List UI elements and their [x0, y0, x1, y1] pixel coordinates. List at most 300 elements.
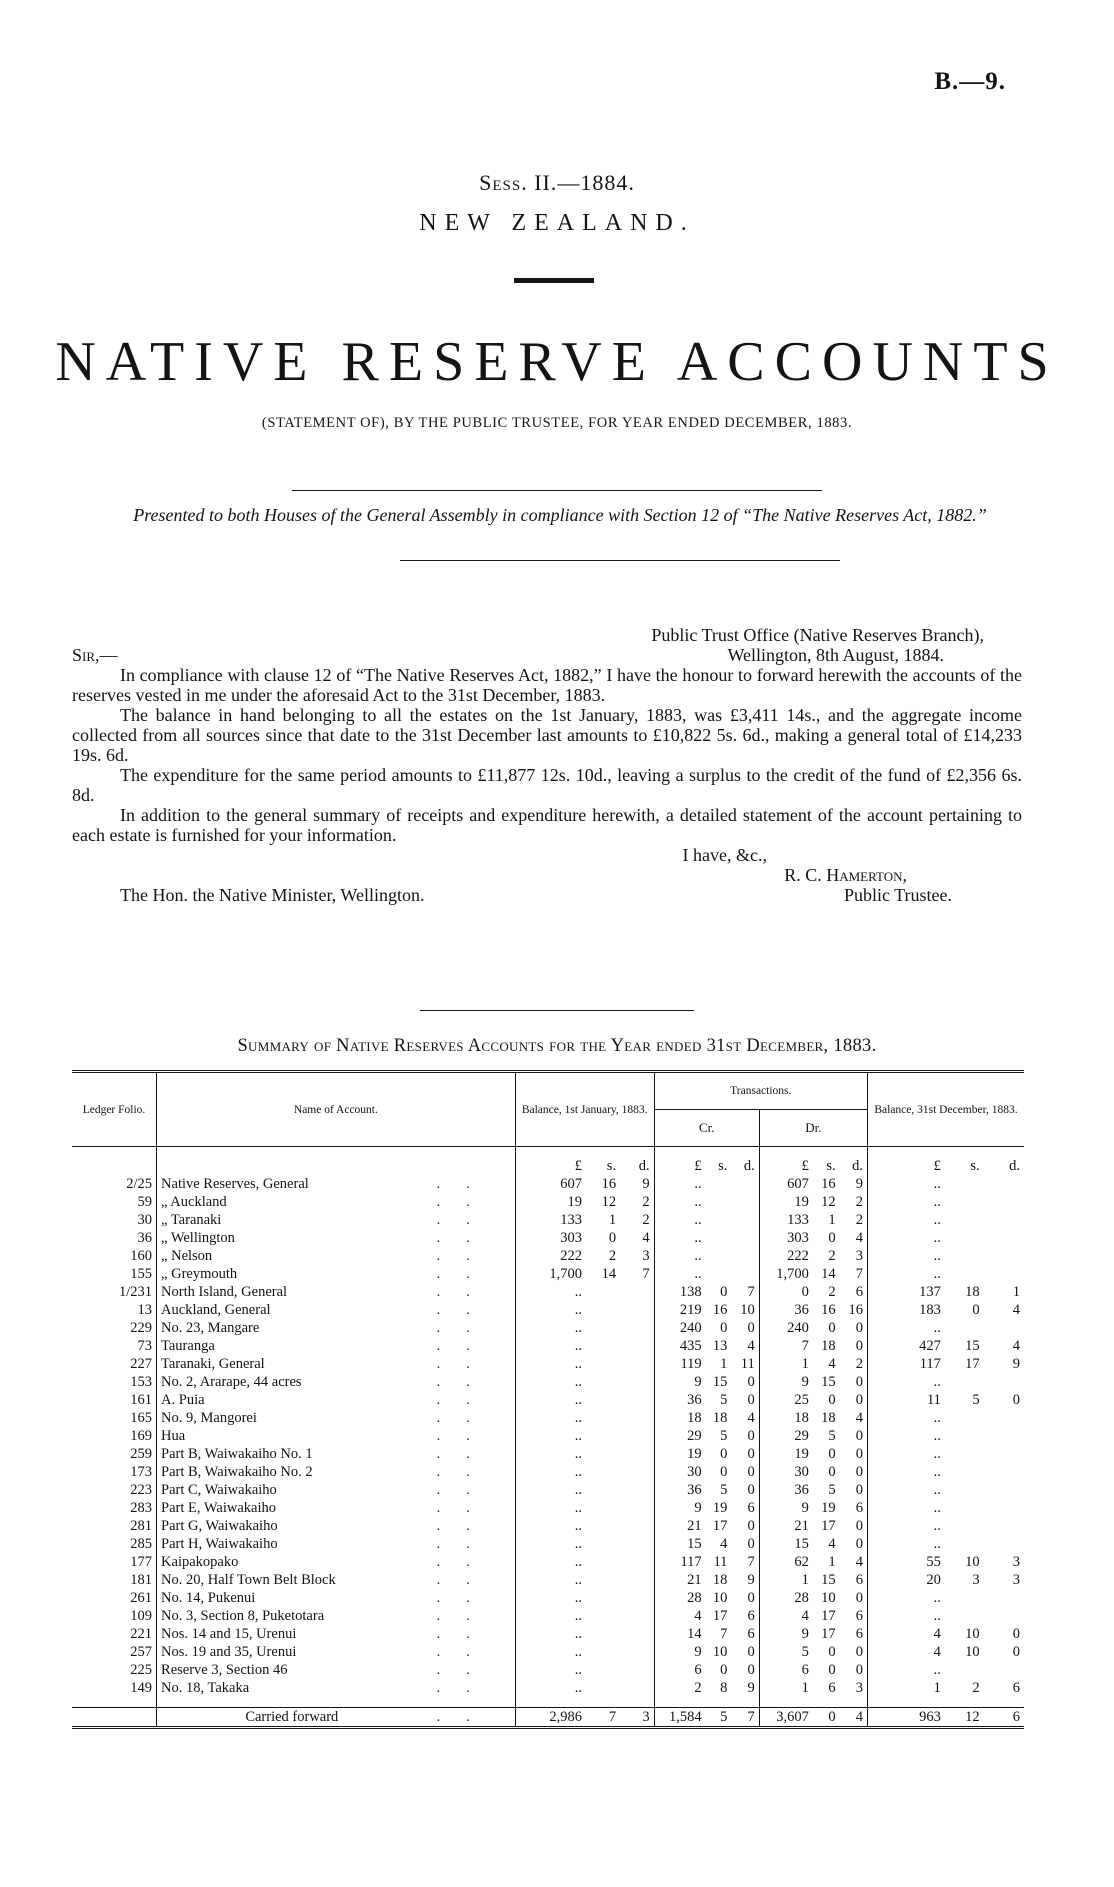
amount-pounds: ..	[654, 1175, 706, 1193]
amount-pence	[620, 1625, 654, 1643]
table-row	[72, 1517, 1024, 1535]
account-name: „ Nelson	[157, 1247, 427, 1265]
amount-pence: 9	[1012, 1356, 1020, 1372]
amount-shillings: 10	[712, 1590, 728, 1606]
amount-pence: 9	[747, 1572, 755, 1588]
amount-pence: 11	[740, 1356, 755, 1372]
amount-pounds: ..	[515, 1391, 586, 1409]
amount-pence	[620, 1391, 654, 1409]
spacer-cell	[654, 1147, 759, 1158]
amount-shillings	[945, 1409, 984, 1427]
amount-pounds: 15	[654, 1535, 706, 1553]
country-title: NEW ZEALAND.	[419, 210, 695, 236]
unit-pence: d.	[1009, 1158, 1020, 1174]
amount-shillings	[945, 1445, 984, 1463]
amount-pence	[731, 1247, 759, 1265]
amount-pence: 0	[855, 1320, 863, 1336]
amount-shillings: 0	[720, 1320, 728, 1336]
ledger-folio: 181	[130, 1572, 153, 1588]
amount-shillings: 2	[828, 1248, 836, 1264]
amount-shillings: 0	[720, 1464, 728, 1480]
amount-pounds: 6	[759, 1661, 813, 1679]
amount-pounds: ..	[867, 1373, 944, 1391]
amount-pence	[984, 1229, 1024, 1247]
amount-pence	[984, 1463, 1024, 1481]
amount-pence: 0	[747, 1662, 755, 1678]
amount-shillings	[945, 1229, 984, 1247]
amount-pounds: ..	[515, 1283, 586, 1301]
amount-pounds: ..	[654, 1229, 706, 1247]
amount-shillings: 15	[965, 1338, 980, 1354]
amount-pounds: 222	[759, 1247, 813, 1265]
amount-pence: 6	[984, 1708, 1024, 1728]
spacer-cell	[759, 1697, 867, 1708]
amount-shillings: 0	[720, 1662, 728, 1678]
amount-pounds: 9	[759, 1625, 813, 1643]
amount-pence	[620, 1499, 654, 1517]
ledger-folio: 177	[130, 1554, 153, 1570]
ledger-folio: 285	[130, 1536, 153, 1552]
account-name: Part H, Waiwakaiho	[157, 1535, 427, 1553]
table-row	[72, 1589, 1024, 1607]
amount-pounds: ..	[867, 1607, 944, 1625]
amount-pence	[984, 1517, 1024, 1535]
table-row	[72, 1391, 1024, 1409]
document-code: B.—9.	[934, 68, 1006, 95]
amount-shillings: 0	[828, 1446, 836, 1462]
leader-dots: ..	[436, 1194, 496, 1210]
amount-shillings	[706, 1247, 732, 1265]
amount-shillings	[586, 1445, 620, 1463]
amount-pence	[731, 1229, 759, 1247]
amount-pounds: ..	[867, 1175, 944, 1193]
amount-pence	[984, 1409, 1024, 1427]
amount-shillings: 18	[821, 1338, 836, 1354]
account-name: Nos. 19 and 35, Urenui	[157, 1643, 427, 1661]
units-blank	[157, 1157, 516, 1175]
amount-pounds: 4	[654, 1607, 706, 1625]
account-name: No. 18, Takaka	[157, 1679, 427, 1697]
amount-pounds: ..	[515, 1355, 586, 1373]
table-row	[72, 1373, 1024, 1391]
amount-pounds: 11	[867, 1391, 944, 1409]
ledger-folio: 160	[130, 1248, 153, 1264]
table-row	[72, 1535, 1024, 1553]
table-row	[72, 1229, 1024, 1247]
amount-pounds: 9	[759, 1373, 813, 1391]
ledger-folio: 36	[137, 1230, 153, 1246]
header-folio: Ledger Folio.	[72, 1072, 157, 1147]
amount-pounds: 19	[654, 1445, 706, 1463]
letter-paragraph: In addition to the general summary of receipts and expenditure herewith, a detailed statement of the account pertaining to each estate is furnished for your information.	[72, 805, 1022, 845]
account-name: „ Greymouth	[157, 1265, 427, 1283]
amount-shillings	[586, 1517, 620, 1535]
amount-shillings: 0	[828, 1392, 836, 1408]
amount-shillings	[945, 1517, 984, 1535]
amount-shillings: 7	[586, 1708, 620, 1728]
amount-pounds: 21	[759, 1517, 813, 1535]
amount-pence	[984, 1265, 1024, 1283]
amount-pence	[620, 1535, 654, 1553]
amount-pounds: 28	[654, 1589, 706, 1607]
account-name: Reserve 3, Section 46	[157, 1661, 427, 1679]
amount-pence	[984, 1499, 1024, 1517]
table-row	[72, 1175, 1024, 1193]
amount-shillings	[945, 1175, 984, 1193]
presented-note: Presented to both Houses of the General Assembly in compliance with Section 12 of “The Native Reserves Act, 1882.”	[133, 505, 987, 525]
amount-pence	[984, 1427, 1024, 1445]
amount-pence: 9	[747, 1680, 755, 1696]
amount-pence	[620, 1679, 654, 1697]
amount-pence: 4	[855, 1554, 863, 1570]
amount-pence: 0	[855, 1428, 863, 1444]
amount-pence: 4	[747, 1410, 755, 1426]
amount-shillings: 17	[821, 1608, 836, 1624]
amount-shillings	[586, 1301, 620, 1319]
letter-role: Public Trustee.	[843, 885, 952, 905]
amount-shillings	[945, 1319, 984, 1337]
amount-pence: 4	[1012, 1338, 1020, 1354]
account-name: Part B, Waiwakaiho No. 2	[157, 1463, 427, 1481]
amount-pence: 0	[747, 1320, 755, 1336]
amount-pounds: ..	[515, 1679, 586, 1697]
amount-pounds: ..	[867, 1589, 944, 1607]
amount-pence: 3	[620, 1708, 654, 1728]
amount-pounds: 1,584	[654, 1708, 706, 1728]
ledger-folio: 225	[130, 1662, 153, 1678]
ledger-folio: 109	[130, 1608, 153, 1624]
amount-pence: 1	[1012, 1284, 1020, 1300]
leader-dots: ..	[427, 1708, 516, 1728]
amount-pence	[984, 1535, 1024, 1553]
letter-addressee: The Hon. the Native Minister, Wellington.	[120, 885, 425, 905]
unit-pounds: £	[515, 1157, 586, 1175]
amount-pence	[620, 1355, 654, 1373]
unit-pence: d.	[852, 1158, 863, 1174]
amount-pence: 6	[747, 1608, 755, 1624]
amount-pounds: ..	[515, 1643, 586, 1661]
amount-shillings	[586, 1607, 620, 1625]
amount-shillings	[945, 1373, 984, 1391]
account-name: Nos. 14 and 15, Urenui	[157, 1625, 427, 1643]
account-name: A. Puia	[157, 1391, 427, 1409]
amount-pounds: 36	[654, 1481, 706, 1499]
amount-pence: 6	[855, 1284, 863, 1300]
amount-shillings: 18	[712, 1572, 728, 1588]
account-name: No. 23, Mangare	[157, 1319, 427, 1337]
amount-pounds: ..	[515, 1427, 586, 1445]
amount-pounds: 30	[654, 1463, 706, 1481]
leader-dots: ..	[436, 1356, 496, 1372]
amount-pence: 4	[855, 1230, 863, 1246]
amount-pounds: 240	[759, 1319, 813, 1337]
amount-pounds: ..	[515, 1445, 586, 1463]
amount-pounds: 1,700	[515, 1265, 586, 1283]
amount-pounds: ..	[515, 1571, 586, 1589]
amount-pence	[620, 1553, 654, 1571]
amount-pence: 3	[1012, 1572, 1020, 1588]
amount-pence	[620, 1301, 654, 1319]
amount-pounds: 9	[759, 1499, 813, 1517]
amount-shillings: 0	[972, 1302, 980, 1318]
leader-dots: ..	[436, 1662, 496, 1678]
amount-shillings: 8	[720, 1680, 728, 1696]
amount-pence: 0	[855, 1374, 863, 1390]
ledger-folio: 169	[130, 1428, 153, 1444]
amount-shillings	[586, 1337, 620, 1355]
summary-title: Summary of Native Reserves Accounts for the Year ended 31st December, 1883.	[237, 1036, 877, 1056]
ledger-folio: 153	[130, 1374, 153, 1390]
amount-pounds: 435	[654, 1337, 706, 1355]
amount-pounds: 29	[654, 1427, 706, 1445]
amount-pence: 0	[747, 1590, 755, 1606]
amount-shillings: 16	[821, 1302, 836, 1318]
account-name: Part B, Waiwakaiho No. 1	[157, 1445, 427, 1463]
amount-pence	[984, 1661, 1024, 1679]
table-row	[72, 1553, 1024, 1571]
amount-pounds: 963	[867, 1708, 944, 1728]
spacer-cell	[867, 1697, 1024, 1708]
amount-pounds: 2,986	[515, 1708, 586, 1728]
ledger-folio: 161	[130, 1392, 153, 1408]
amount-shillings: 4	[828, 1356, 836, 1372]
units-row	[72, 1157, 1024, 1175]
table-row	[72, 1445, 1024, 1463]
amount-shillings: 15	[821, 1374, 836, 1390]
spacer-cell	[157, 1697, 516, 1708]
amount-pence: 0	[855, 1464, 863, 1480]
amount-shillings: 0	[608, 1230, 617, 1246]
amount-pence: 2	[642, 1212, 650, 1228]
amount-pence	[731, 1193, 759, 1211]
amount-shillings: 3	[972, 1572, 980, 1588]
ledger-folio: 227	[130, 1356, 153, 1372]
session-label: Sess. II.—1884.	[479, 170, 635, 195]
leader-dots: ..	[436, 1680, 496, 1696]
amount-pence: 0	[747, 1374, 755, 1390]
amount-pounds: ..	[867, 1445, 944, 1463]
amount-pounds: ..	[515, 1553, 586, 1571]
amount-pence: 0	[855, 1482, 863, 1498]
amount-shillings: 0	[828, 1320, 836, 1336]
amount-pence: 4	[747, 1338, 755, 1354]
amount-shillings	[586, 1427, 620, 1445]
amount-shillings: 1	[828, 1554, 836, 1570]
summary-table	[72, 1070, 1024, 1733]
ledger-folio: 30	[137, 1212, 153, 1228]
amount-pounds: ..	[867, 1661, 944, 1679]
account-name: Part C, Waiwakaiho	[157, 1481, 427, 1499]
amount-shillings: 19	[821, 1500, 836, 1516]
amount-pence: 3	[855, 1680, 863, 1696]
table-row	[72, 1607, 1024, 1625]
amount-pence: 4	[855, 1410, 863, 1426]
amount-pence	[620, 1463, 654, 1481]
amount-pounds: 55	[867, 1553, 944, 1571]
table-row	[72, 1283, 1024, 1301]
amount-pence	[620, 1661, 654, 1679]
amount-pence	[984, 1373, 1024, 1391]
amount-pounds: ..	[515, 1535, 586, 1553]
amount-pounds: ..	[867, 1463, 944, 1481]
amount-pounds: 303	[759, 1229, 813, 1247]
amount-pounds: 36	[759, 1481, 813, 1499]
ledger-folio: 221	[130, 1626, 153, 1642]
amount-pence: 0	[855, 1338, 863, 1354]
amount-pence: 0	[747, 1518, 755, 1534]
amount-shillings: 4	[720, 1536, 728, 1552]
page-title: NATIVE RESERVE ACCOUNTS	[55, 331, 1059, 393]
amount-pence: 4	[840, 1708, 868, 1728]
amount-pounds: 18	[759, 1409, 813, 1427]
amount-pence	[731, 1175, 759, 1193]
ledger-folio: 283	[130, 1500, 153, 1516]
amount-pence	[620, 1337, 654, 1355]
leader-dots: ..	[436, 1608, 496, 1624]
letter-salutation: Sir,—	[72, 645, 118, 665]
amount-shillings: 13	[712, 1338, 728, 1354]
amount-pence: 6	[1012, 1680, 1020, 1696]
ledger-folio: 13	[137, 1302, 153, 1318]
amount-shillings: 16	[821, 1176, 836, 1192]
amount-pounds: ..	[515, 1301, 586, 1319]
amount-pence	[620, 1409, 654, 1427]
amount-pounds: ..	[867, 1499, 944, 1517]
amount-shillings	[706, 1211, 732, 1229]
amount-pence: 10	[740, 1302, 755, 1318]
amount-shillings: 12	[945, 1708, 984, 1728]
amount-pounds: ..	[515, 1409, 586, 1427]
table-row	[72, 1193, 1024, 1211]
letter-closing: I have, &c.,	[682, 845, 767, 865]
amount-pounds: ..	[515, 1499, 586, 1517]
amount-pence: 2	[855, 1212, 863, 1228]
amount-shillings: 0	[828, 1662, 836, 1678]
amount-shillings	[945, 1193, 984, 1211]
leader-dots: ..	[436, 1212, 496, 1228]
amount-pounds: 4	[759, 1607, 813, 1625]
amount-shillings: 18	[821, 1410, 836, 1426]
amount-pounds: 133	[515, 1211, 586, 1229]
amount-pence	[620, 1643, 654, 1661]
amount-shillings: 1	[720, 1356, 728, 1372]
header-transactions: Transactions.	[654, 1072, 867, 1110]
leader-dots: ..	[436, 1644, 496, 1660]
amount-pounds: 222	[515, 1247, 586, 1265]
amount-shillings	[586, 1589, 620, 1607]
amount-pounds: 427	[867, 1337, 944, 1355]
amount-pounds: 1	[867, 1679, 944, 1697]
amount-pounds: 36	[759, 1301, 813, 1319]
amount-shillings: 17	[712, 1608, 728, 1624]
amount-pounds: ..	[867, 1409, 944, 1427]
amount-pence: 2	[642, 1194, 650, 1210]
amount-shillings	[945, 1589, 984, 1607]
amount-pence: 0	[855, 1392, 863, 1408]
amount-pounds: 9	[654, 1643, 706, 1661]
amount-pence: 0	[855, 1644, 863, 1660]
page-subtitle: (STATEMENT OF), BY THE PUBLIC TRUSTEE, FOR YEAR ENDED DECEMBER, 1883.	[261, 415, 853, 431]
amount-pence: 0	[855, 1536, 863, 1552]
amount-shillings	[586, 1553, 620, 1571]
total-label: Carried forward	[157, 1708, 427, 1728]
amount-pence	[620, 1571, 654, 1589]
amount-pence: 0	[855, 1446, 863, 1462]
leader-dots: ..	[436, 1446, 496, 1462]
spacer-row	[72, 1697, 1024, 1708]
divider-rule	[400, 560, 840, 561]
amount-pence	[620, 1589, 654, 1607]
amount-pence	[984, 1211, 1024, 1229]
account-name: Hua	[157, 1427, 427, 1445]
amount-pounds: 25	[759, 1391, 813, 1409]
amount-pounds: 138	[654, 1283, 706, 1301]
amount-pence: 7	[747, 1284, 755, 1300]
amount-pence: 7	[747, 1554, 755, 1570]
account-name: Native Reserves, General	[157, 1175, 427, 1193]
amount-pence: 0	[747, 1536, 755, 1552]
amount-shillings: 16	[712, 1302, 728, 1318]
amount-pounds: ..	[515, 1337, 586, 1355]
ledger-folio: 257	[130, 1644, 153, 1660]
amount-pounds: 21	[654, 1571, 706, 1589]
amount-shillings	[945, 1499, 984, 1517]
amount-pence: 0	[747, 1482, 755, 1498]
amount-pence	[731, 1265, 759, 1283]
header-balance-start: Balance, 1st January, 1883.	[515, 1072, 654, 1147]
leader-dots: ..	[436, 1482, 496, 1498]
amount-shillings: 5	[720, 1392, 728, 1408]
amount-pence: 6	[855, 1572, 863, 1588]
amount-shillings: 10	[965, 1554, 980, 1570]
table-row	[72, 1661, 1024, 1679]
table-row	[72, 1481, 1024, 1499]
amount-shillings: 10	[712, 1644, 728, 1660]
amount-pence	[984, 1445, 1024, 1463]
amount-shillings: 18	[965, 1284, 980, 1300]
leader-dots: ..	[436, 1338, 496, 1354]
amount-pounds: 133	[759, 1211, 813, 1229]
amount-pounds: ..	[867, 1229, 944, 1247]
amount-pounds: 14	[654, 1625, 706, 1643]
summary-body	[72, 1147, 1024, 1734]
ledger-folio: 223	[130, 1482, 153, 1498]
amount-pounds: 28	[759, 1589, 813, 1607]
leader-dots: ..	[436, 1230, 496, 1246]
table-row	[72, 1211, 1024, 1229]
amount-pounds: 1	[759, 1679, 813, 1697]
amount-pounds: ..	[867, 1265, 944, 1283]
amount-shillings	[706, 1265, 732, 1283]
amount-shillings	[945, 1481, 984, 1499]
amount-shillings: 4	[828, 1536, 836, 1552]
amount-shillings: 15	[821, 1572, 836, 1588]
amount-pounds: 19	[759, 1193, 813, 1211]
amount-pounds: ..	[867, 1247, 944, 1265]
amount-pounds: ..	[654, 1247, 706, 1265]
table-row	[72, 1571, 1024, 1589]
amount-pounds: 36	[654, 1391, 706, 1409]
amount-pence	[620, 1427, 654, 1445]
amount-shillings	[945, 1247, 984, 1265]
amount-pence: 0	[855, 1590, 863, 1606]
ledger-folio: 229	[130, 1320, 153, 1336]
amount-pounds: ..	[867, 1427, 944, 1445]
amount-shillings: 5	[828, 1482, 836, 1498]
unit-pounds: £	[654, 1157, 706, 1175]
unit-shillings: s.	[606, 1158, 617, 1174]
amount-shillings	[945, 1463, 984, 1481]
